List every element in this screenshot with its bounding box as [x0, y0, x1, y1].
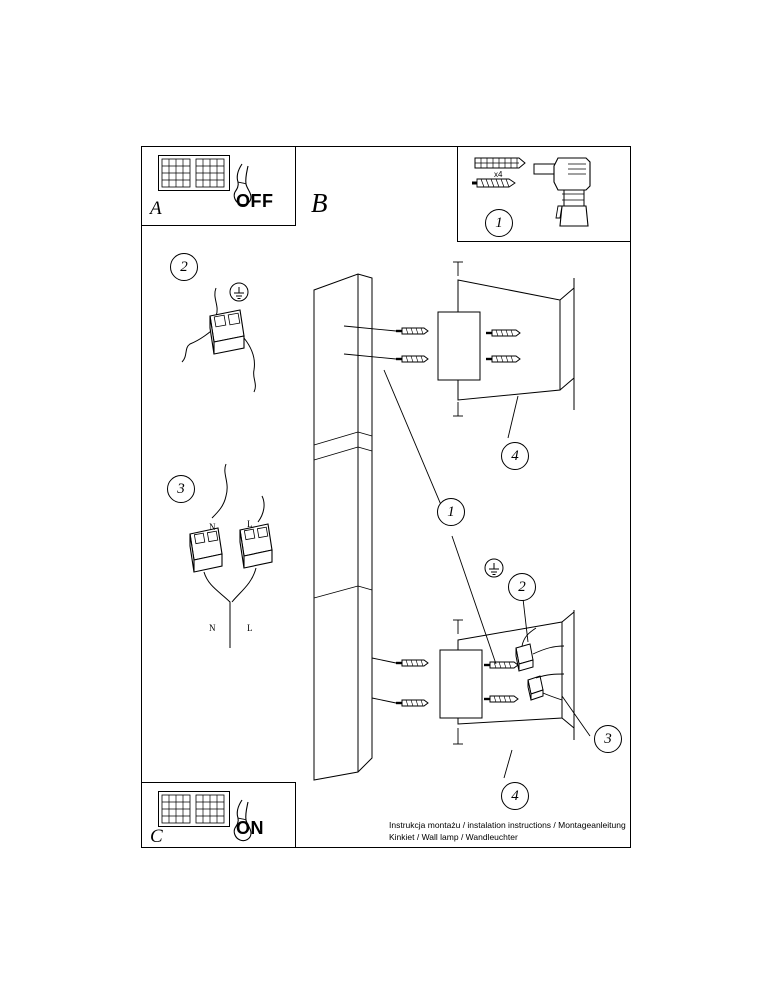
switch-plate-off-icon: [158, 155, 230, 191]
wire-label-l-bottom: L: [247, 623, 253, 633]
step-b-letter: B: [311, 188, 328, 218]
caption-line-2: Kinkiet / Wall lamp / Wandleuchter: [389, 832, 518, 842]
step-1-badge: 1: [485, 209, 513, 237]
drill-icon: [528, 156, 608, 234]
callout-4-top-badge: 4: [501, 442, 529, 470]
wall-plug-icon: [473, 155, 529, 171]
step-a-letter: A: [150, 198, 162, 219]
callout-4-bottom-badge: 4: [501, 782, 529, 810]
step-3-badge: 3: [167, 475, 195, 503]
switch-plate-on-icon: [158, 791, 230, 827]
callout-1-badge: 1: [437, 498, 465, 526]
callout-2-badge: 2: [508, 573, 536, 601]
wiring-diagram: [182, 462, 292, 652]
step-c-state-label: ON: [236, 818, 264, 838]
caption-line-1: Instrukcja montażu / instalation instructions / Montageanleitung: [389, 820, 626, 830]
connector-block-diagram: [182, 282, 302, 402]
step-2-badge: 2: [170, 253, 198, 281]
step-c-letter: C: [150, 826, 163, 847]
wire-label-n-bottom: N: [209, 623, 216, 633]
wire-label-n-top: N: [209, 522, 216, 532]
callout-3-badge: 3: [594, 725, 622, 753]
caption-block: [389, 819, 629, 843]
step-a-state-label: OFF: [236, 191, 274, 211]
quantity-label: x4: [494, 170, 503, 179]
wire-label-l-top: L: [247, 519, 253, 529]
